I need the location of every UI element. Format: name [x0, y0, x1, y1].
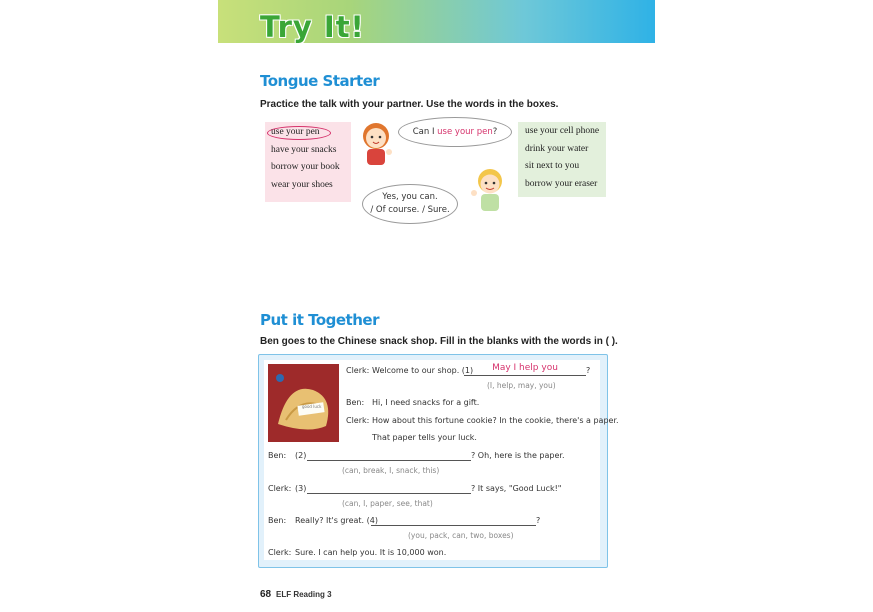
line-7-speaker: Clerk:	[268, 548, 292, 557]
page-title: Try It!	[260, 10, 365, 44]
right-word-2: drink your water	[525, 143, 589, 154]
line-2-speaker: Ben:	[346, 398, 365, 407]
tongue-starter-instruction: Practice the talk with your partner. Use the words in the boxes.	[260, 99, 559, 110]
line-6-end: ?	[536, 516, 541, 525]
line-7-text: Sure. I can help you. It is 10,000 won.	[295, 548, 447, 557]
line-3-text: How about this fortune cookie? In the cookie, there's a paper.	[372, 416, 619, 425]
tongue-starter-title: Tongue Starter	[260, 72, 380, 90]
line-2-text: Hi, I need snacks for a gift.	[372, 398, 480, 407]
girl-illustration	[356, 120, 398, 168]
hint-1: (I, help, may, you)	[487, 381, 556, 390]
right-word-box	[518, 122, 606, 197]
left-word-4: wear your shoes	[271, 179, 333, 190]
line-5-text: (3)	[295, 484, 307, 493]
blank-4[interactable]	[371, 516, 536, 526]
photo-label: good luck	[302, 404, 322, 409]
fortune-cookie-icon	[268, 364, 339, 442]
answer-bubble	[362, 184, 458, 224]
line-3-speaker: Clerk:	[346, 416, 370, 425]
line-3-text-2: That paper tells your luck.	[372, 433, 477, 442]
right-word-4: borrow your eraser	[525, 178, 598, 189]
line-6-speaker: Ben:	[268, 516, 287, 525]
page-number: 68	[260, 589, 272, 600]
hint-4: (you, pack, can, two, boxes)	[408, 531, 514, 540]
right-word-3: sit next to you	[525, 161, 580, 171]
right-word-1: use your cell phone	[525, 126, 600, 136]
line-1-text: Welcome to our shop. (1)	[372, 366, 474, 375]
line-4-speaker: Ben:	[268, 451, 287, 460]
put-together-title: Put it Together	[260, 311, 379, 329]
left-word-3: borrow your book	[271, 162, 340, 172]
blank-3[interactable]	[307, 484, 471, 494]
line-4-end: ? Oh, here is the paper.	[471, 451, 565, 460]
fortune-cookie-photo	[268, 364, 339, 442]
blank-2[interactable]	[307, 451, 471, 461]
boy-illustration	[468, 166, 512, 214]
line-6-text: Really? It's great. (4)	[295, 516, 378, 525]
book-title: ELF Reading 3	[276, 590, 332, 599]
hint-2: (can, break, I, snack, this)	[342, 466, 440, 475]
answer-line-1: Yes, you can.	[382, 192, 438, 202]
answer-1: May I help you	[492, 363, 558, 373]
question-highlight: use your pen	[437, 127, 493, 137]
hint-3: (can, I, paper, see, that)	[342, 499, 433, 508]
question-prefix: Can I	[412, 127, 435, 137]
put-together-instruction: Ben goes to the Chinese snack shop. Fill in the blanks with the words in ( ).	[260, 336, 618, 347]
line-1-end: ?	[586, 366, 591, 375]
left-word-2: have your snacks	[271, 144, 337, 155]
question-bubble	[398, 117, 512, 147]
line-5-end: ? It says, "Good Luck!"	[471, 484, 562, 493]
question-suffix: ?	[492, 127, 498, 137]
answer-line-2: / Of course. / Sure.	[370, 205, 450, 215]
line-1-speaker: Clerk:	[346, 366, 370, 375]
left-word-1: use your pen	[265, 124, 351, 142]
left-word-box	[265, 122, 351, 202]
line-4-text: (2)	[295, 451, 307, 460]
line-5-speaker: Clerk:	[268, 484, 292, 493]
